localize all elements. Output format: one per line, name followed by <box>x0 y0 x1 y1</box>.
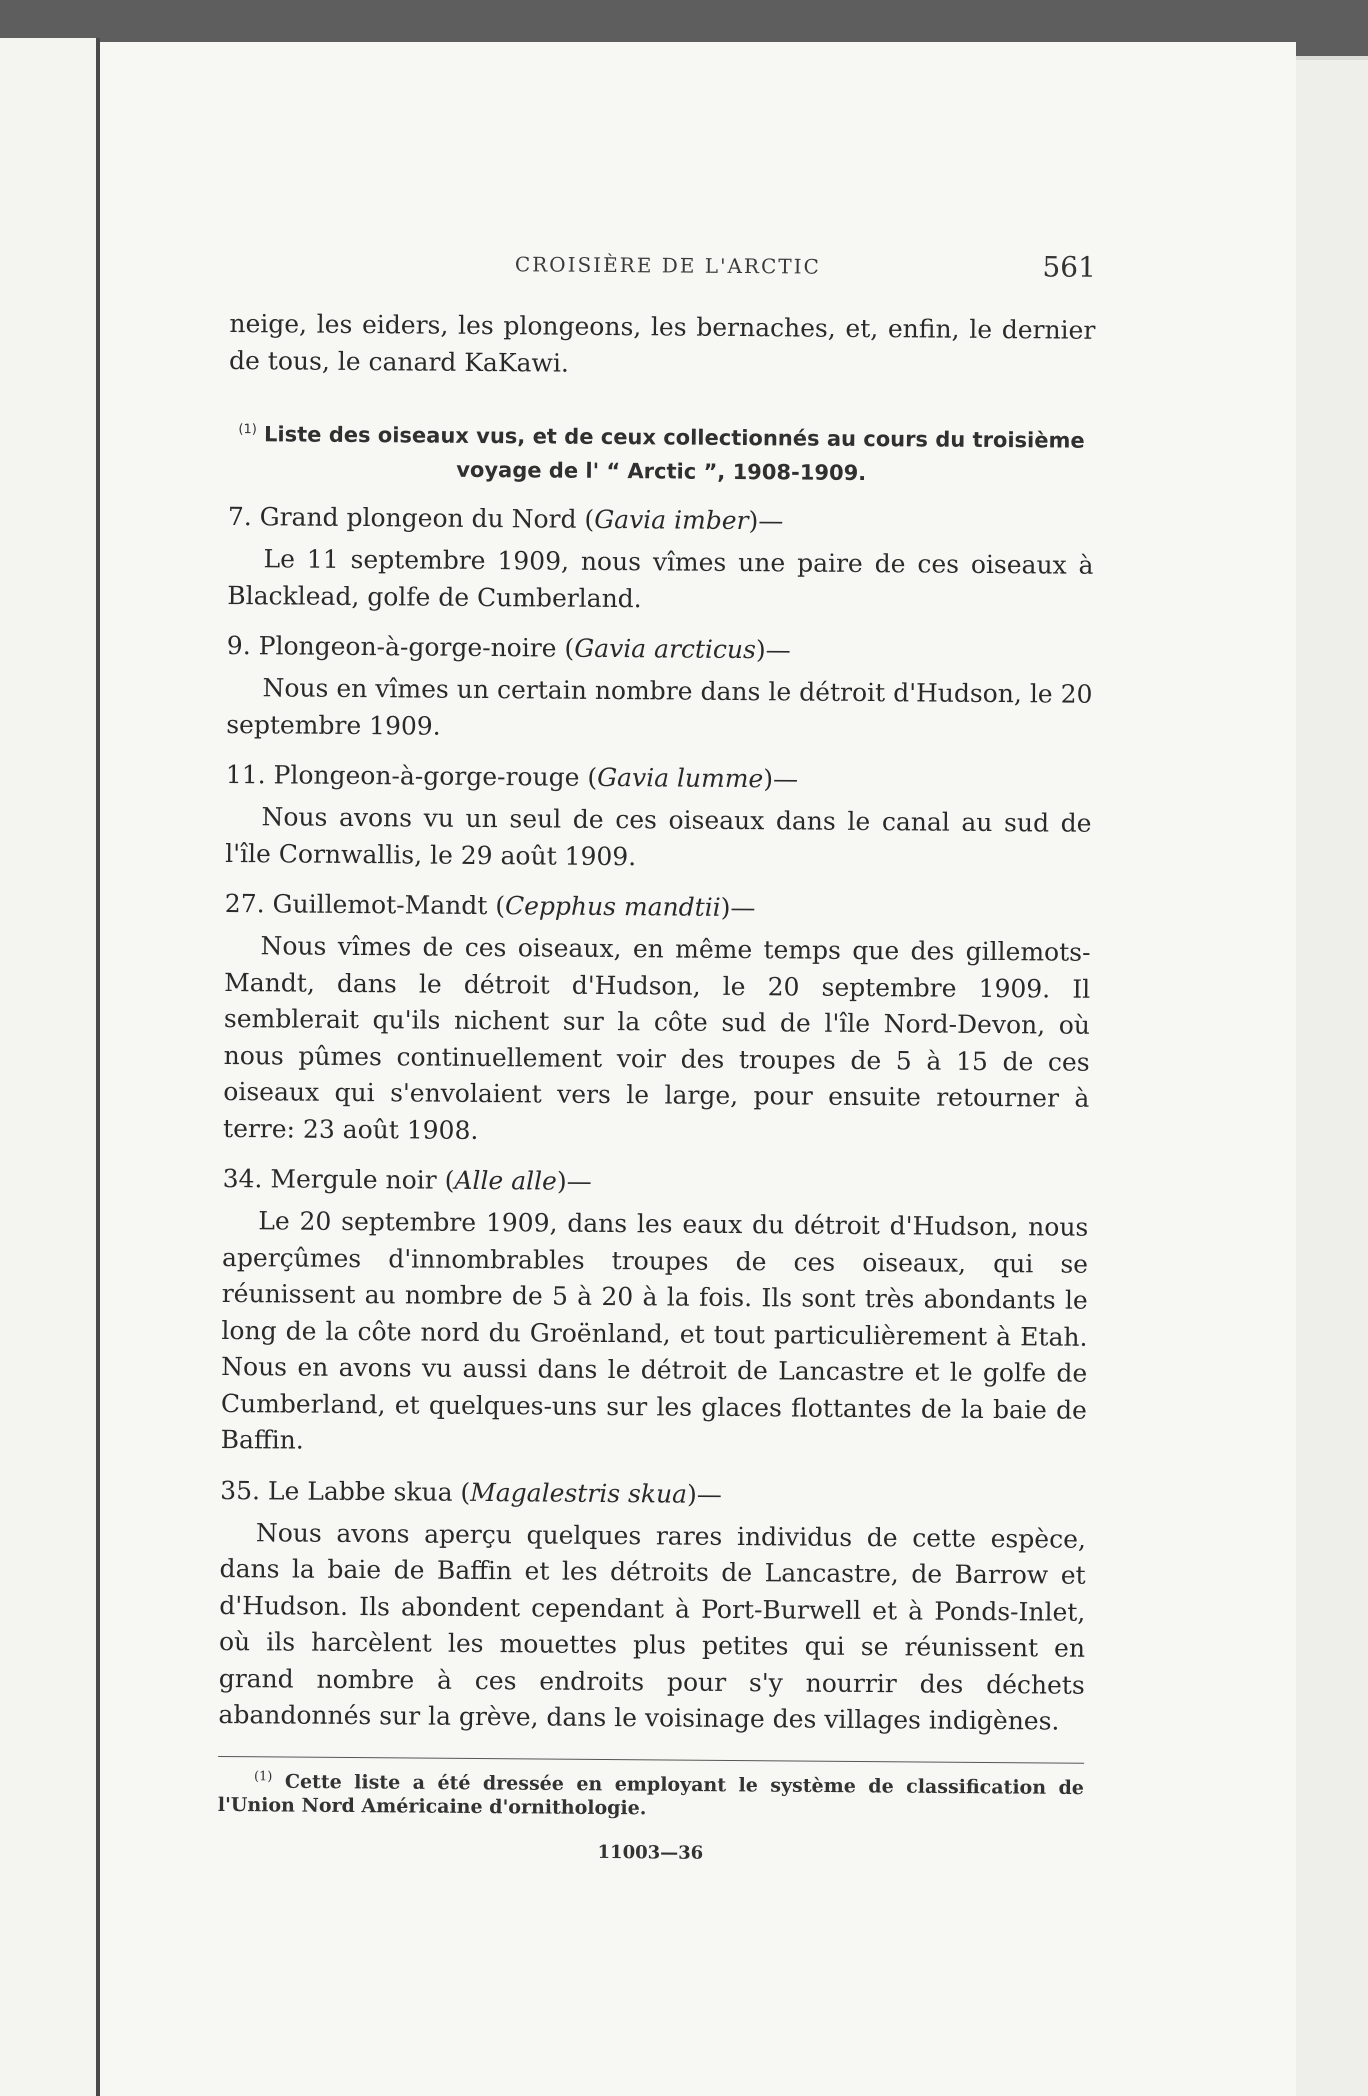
species-common-name: Mergule noir <box>270 1164 437 1195</box>
species-latin-name: Cepphus mandtii <box>504 891 721 922</box>
species-description: Nous avons vu un seul de ces oiseaux dans le canal au sud de l'île Cornwallis, le 29 août 1909. <box>225 802 1092 871</box>
species-common-name: Le Labbe skua <box>267 1475 453 1507</box>
species-title: 7. Grand plongeon du Nord (Gavia imber)— <box>227 501 784 536</box>
species-entry <box>226 628 1093 750</box>
species-common-name: Guillemot-Mandt <box>272 889 488 921</box>
footnote-marker: (1) <box>253 1768 273 1784</box>
running-head-title: CROISIÈRE DE L'ARCTIC <box>514 252 821 279</box>
species-number: 9. <box>226 630 251 661</box>
page-number: 561 <box>1042 250 1097 284</box>
species-description: Nous en vîmes un certain nombre dans le détroit d'Hudson, le 20 septembre 1909. <box>226 673 1093 741</box>
species-description: Nous avons aperçu quelques rares individus de cette espèce, dans la baie de Baffin et les détroits de Lancastre, de Barrow et d'Hudson. Ils abondent cependant à Port-Burwell et à Ponds-Inlet, où ils harcèlent les mouettes plus petites qui se réunissent en grand nombre à ces endroits pour s'y nourrir des déchets abandonnés sur la grève, dans le voisinage des villages indigènes. <box>218 1517 1087 1736</box>
species-description: Le 11 septembre 1909, nous vîmes une paire de ces oiseaux à Blacklead, golfe de Cumberland. <box>227 544 1094 613</box>
species-common-name: Plongeon-à-gorge-rouge <box>273 760 580 792</box>
species-description: Nous vîmes de ces oiseaux, en même temps que des gillemots-Mandt, dans le détroit d'Hudson, le 20 septembre 1909. Il semblerait qu'ils nichent sur la côte sud de l'île Nord-Devon, où nous pûmes continuellement voir des troupes de 5 à 15 de ces oiseaux qui s'envolaient vers le large, pour ensuite retourner à terre: 23 août 1908. <box>222 931 1091 1145</box>
species-entry <box>227 499 1094 621</box>
species-title: 34. Mergule noir (Alle alle)— <box>222 1163 592 1196</box>
species-latin-name: Alle alle <box>454 1165 557 1196</box>
species-number: 34. <box>222 1163 263 1194</box>
footnote-rule <box>218 1755 1084 1763</box>
species-latin-name: Gavia lumme <box>597 762 764 794</box>
species-entry <box>220 1161 1088 1465</box>
species-description: Le 20 septembre 1909, dans les eaux du détroit d'Hudson, nous aperçûmes d'innombrables troupes de ces oiseaux, qui se réunissent au nombre de 5 à 20 à la fois. Ils sont très abondants le long de la côte nord du Groënland, et tout particulièrement à Etah. Nous en avons vu aussi dans le détroit de Lancastre et le golfe de Cumberland, et quelques-uns sur les glaces flottantes de la baie de Baffin. <box>220 1206 1089 1455</box>
running-head <box>230 248 1096 299</box>
species-latin-name: Gavia imber <box>594 504 749 536</box>
species-title: 11. Plongeon-à-gorge-rouge (Gavia lumme)— <box>225 759 799 794</box>
species-entry <box>223 886 1091 1154</box>
list-heading-footnote-marker: (1) <box>238 422 257 438</box>
species-number: 35. <box>220 1475 261 1505</box>
species-title: 35. Le Labbe skua (Magalestris skua)— <box>220 1475 722 1509</box>
page-content <box>217 248 1096 1867</box>
species-latin-name: Magalestris skua <box>470 1477 688 1509</box>
species-entry <box>218 1472 1086 1740</box>
list-heading-text: Liste des oiseaux vus, et de ceux collectionnés au cours du troisième voyage de l' “ Arctic ”, 1908-1909. <box>264 422 1085 486</box>
species-common-name: Grand plongeon du Nord <box>259 502 577 534</box>
footnote-text: Cette liste a été dressée en employant le système de classification de l'Union Nord Américaine d'ornithologie. <box>217 1770 1085 1820</box>
species-title: 27. Guillemot-Mandt (Cepphus mandtii)— <box>224 888 756 923</box>
species-title: 9. Plongeon-à-gorge-noire (Gavia arcticus)— <box>226 630 791 665</box>
list-heading <box>228 413 1095 492</box>
right-page-strip <box>1296 60 1368 2096</box>
species-number: 11. <box>225 759 266 790</box>
continuation-paragraph: neige, les eiders, les plongeons, les bernaches, et, enfin, le dernier de tous, le canard KaKawi. <box>229 308 1096 378</box>
species-number: 27. <box>224 888 265 919</box>
left-page-margin <box>0 38 96 2096</box>
species-number: 7. <box>227 501 252 532</box>
species-entry <box>225 757 1092 879</box>
species-latin-name: Gavia arcticus <box>574 633 757 665</box>
printer-signature-mark: 11003—36 <box>597 1841 704 1864</box>
species-common-name: Plongeon-à-gorge-noire <box>258 631 557 663</box>
footnote <box>218 1764 1084 1823</box>
